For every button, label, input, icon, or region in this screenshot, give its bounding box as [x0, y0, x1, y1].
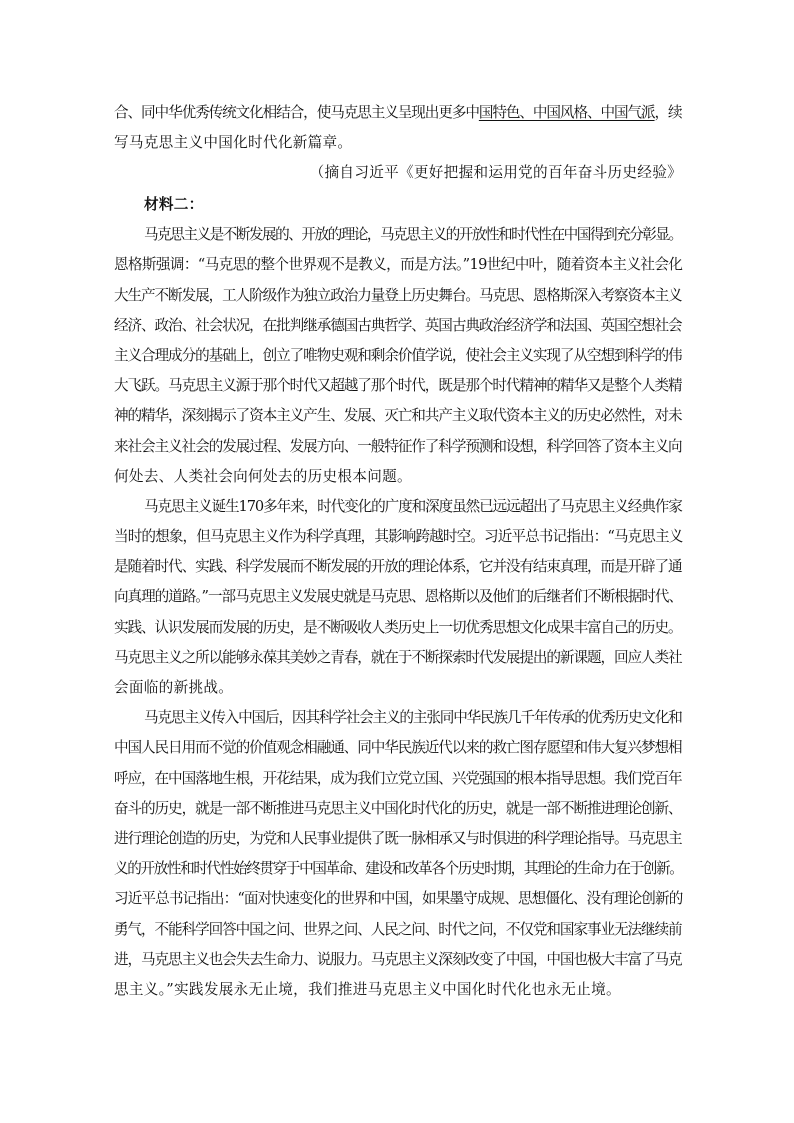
- paragraph-2-line: 马克思主义之所以能够永葆其美妙之青春，就在于不断探索时代发展提出的新课题，回应人类社: [114, 648, 682, 666]
- continuation-line-2: 写马克思主义中国化时代化新篇章。: [114, 134, 353, 152]
- paragraph-1-line: 主义合理成分的基础上，创立了唯物史观和剩余价值学说，使社会主义实现了从空想到科学的伟: [114, 346, 682, 364]
- material2-section: [114, 190, 682, 1005]
- underlined-phrase: 国特色、中国风格、中国气派: [478, 104, 655, 121]
- continuation-line-1: 合、同中华优秀传统文化相结合，使马克思主义呈现出更多中国特色、中国风格、中国气派，续: [114, 104, 682, 121]
- paragraph-1-line: 大飞跃。马克思主义源于那个时代又超越了那个时代，既是那个时代精神的精华又是整个人类精: [114, 377, 682, 395]
- paragraph-2-line: 马克思主义诞生170多年来，时代变化的广度和深度虽然已远远超出了马克思主义经典作家: [144, 497, 682, 515]
- paragraph-3-line: 思主义。”实践发展永无止境，我们推进马克思主义中国化时代化也永无止境。: [114, 980, 621, 998]
- paragraph-3-line: 中国人民日用而不觉的价值观念相融通、同中华民族近代以来的救亡图存愿望和伟大复兴梦想相: [114, 739, 682, 757]
- paragraph-3-line: 习近平总书记指出：“面对快速变化的世界和中国，如果墨守成规、思想僵化、没有理论创新的: [114, 890, 683, 908]
- citation: （摘自习近平《更好把握和运用党的百年奋斗历史经验》: [309, 164, 682, 182]
- paragraph-3-line: 进行理论创造的历史，为党和人民事业提供了既一脉相承又与时俱进的科学理论指导。马克思主: [114, 829, 682, 847]
- paragraph-1-line: 神的精华，深刻揭示了资本主义产生、发展、灭亡和共产主义取代资本主义的历史必然性，对未: [114, 407, 682, 425]
- paragraph-2-line: 会面临的新挑战。: [114, 679, 234, 696]
- paragraph-1-line: 何处去、人类社会向何处去的历史根本问题。: [114, 467, 412, 485]
- paragraph-1-line: 来社会主义社会的发展过程、发展方向、一般特征作了科学预测和设想，科学回答了资本主义向: [114, 437, 682, 455]
- paragraph-1-line: 马克思主义是不断发展的、开放的理论，马克思主义的开放性和时代性在中国得到充分彰显。: [144, 226, 682, 244]
- paragraph-3-line: 勇气，不能科学回答中国之问、世界之问、人民之问、时代之问，不仅党和国家事业无法继续前: [114, 920, 682, 938]
- material2-heading: 材料二：: [144, 196, 204, 213]
- paragraph-1-line: 恩格斯强调：“马克思的整个世界观不是教义，而是方法。”19世纪中叶，随着资本主义社会化: [114, 256, 683, 274]
- paragraph-2-line: 当时的想象，但马克思主义作为科学真理，其影响跨越时空。习近平总书记指出：“马克思主义: [114, 528, 683, 546]
- paragraph-3-line: 进，马克思主义也会失去生命力、说服力。马克思主义深刻改变了中国，中国也极大丰富了马克: [114, 950, 682, 968]
- paragraph-3-line: 马克思主义传入中国后，因其科学社会主义的主张同中华民族几千年传承的优秀历史文化和: [144, 709, 682, 727]
- paragraph-3-line: 呼应，在中国落地生根，开花结果，成为我们立党立国、兴党强国的根本指导思想。我们党百年: [114, 769, 682, 787]
- paragraph-1-line: 大生产不断发展，工人阶级作为独立政治力量登上历史舞台。马克思、恩格斯深入考察资本主义: [114, 286, 682, 304]
- paragraph-2-line: 实践、认识发展而发展的历史，是不断吸收人类历史上一切优秀思想文化成果丰富自己的历史。: [114, 618, 682, 636]
- paragraph-2-line: 向真理的道路。”一部马克思主义发展史就是马克思、恩格斯以及他们的后继者们不断根据时代、: [114, 588, 683, 606]
- paragraph-1-line: 经济、政治、社会状况，在批判继承德国古典哲学、英国古典政治经济学和法国、英国空想社会: [114, 316, 682, 334]
- paragraph-3-line: 奋斗的历史，就是一部不断推进马克思主义中国化时代化的历史，就是一部不断推进理论创新、: [114, 799, 682, 817]
- paragraph-3-line: 义的开放性和时代性始终贯穿于中国革命、建设和改革各个历史时期，其理论的生命力在于创新。: [114, 860, 683, 878]
- paragraph-2-line: 是随着时代、实践、科学发展而不断发展的开放的理论体系，它并没有结束真理，而是开辟了通: [114, 558, 682, 576]
- continuation-paragraph: [114, 98, 682, 189]
